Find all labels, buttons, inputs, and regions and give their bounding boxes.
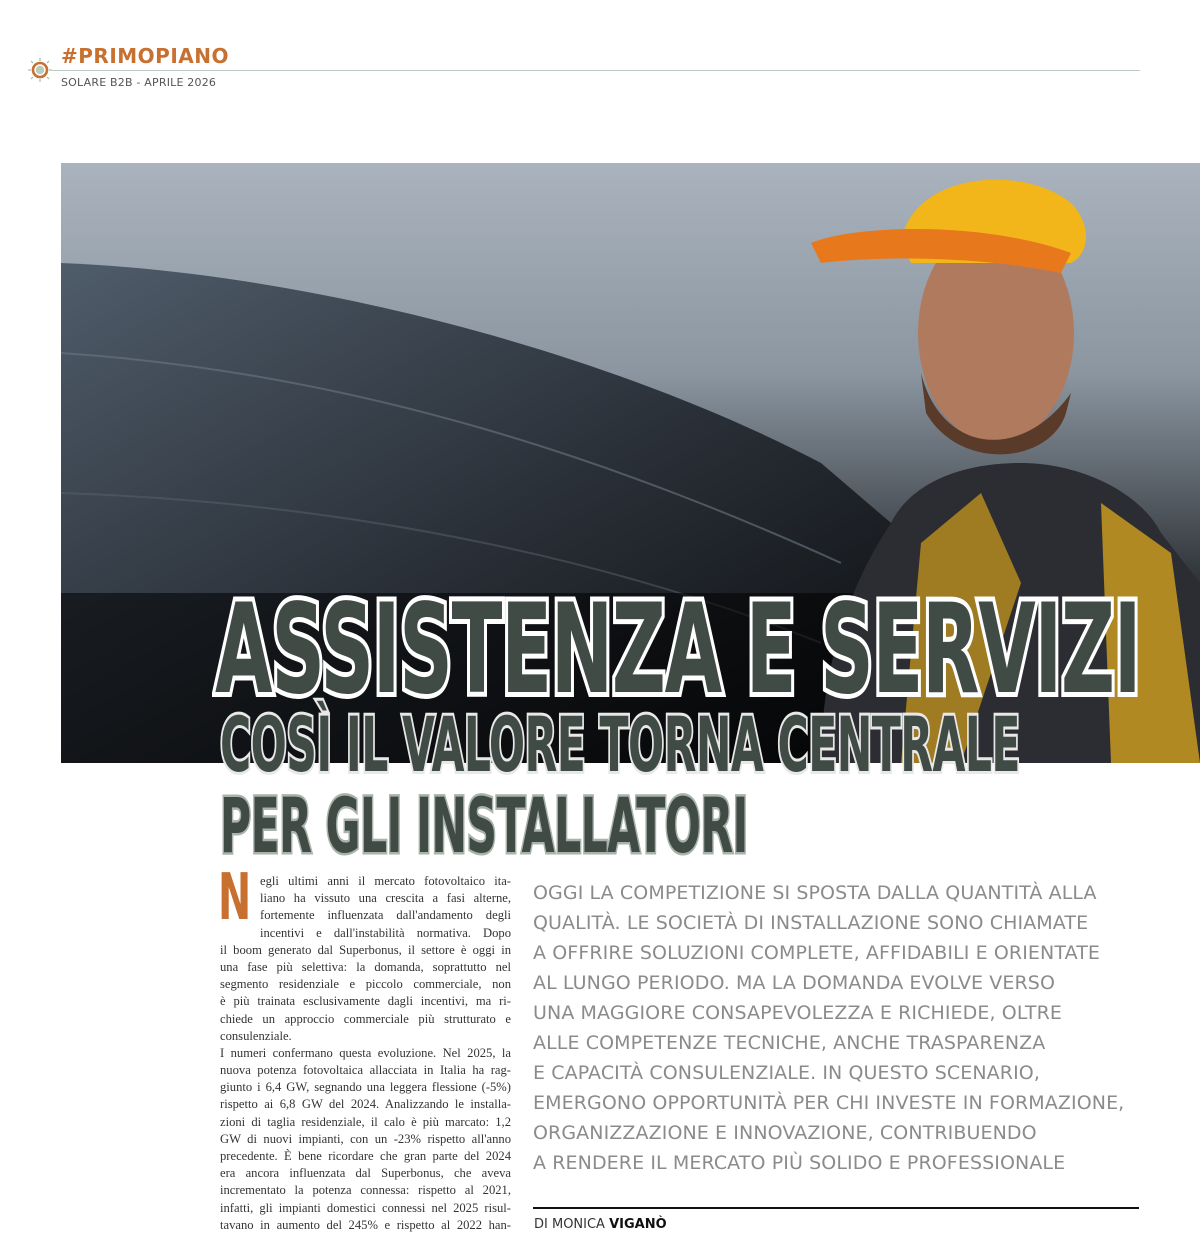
body-line: chiede un approccio commerciale più strutturato e bbox=[220, 1011, 511, 1026]
body-line: GW di nuovi impianti, con un -23% rispetto all'anno bbox=[220, 1131, 511, 1146]
body-line: incentivi e dall'instabilità normativa. Dopo bbox=[260, 925, 511, 940]
body-line: infatti, gli impianti domestici connessi nel 2025 risul- bbox=[220, 1200, 511, 1215]
body-line: è più trainata esclusivamente dagli incentivi, ma ri- bbox=[220, 994, 511, 1009]
header-rule bbox=[52, 70, 1140, 71]
body-line: liano ha vissuto una crescita a fasi alterne, bbox=[260, 891, 511, 906]
body-line: I numeri confermano questa evoluzione. Nel 2025, la bbox=[220, 1045, 511, 1060]
body-line: tavano in aumento del 245% e rispetto al 2022 han- bbox=[220, 1217, 511, 1232]
article-lead bbox=[533, 878, 1163, 1178]
lead-line: A RENDERE IL MERCATO PIÙ SOLIDO E PROFESSIONALE bbox=[533, 1152, 1066, 1174]
article-body bbox=[220, 873, 511, 1234]
byline bbox=[534, 1217, 667, 1232]
body-line: una fase più selettiva: la domanda, soprattutto nel bbox=[220, 959, 511, 974]
lead-line: A OFFRIRE SOLUZIONI COMPLETE, AFFIDABILI E ORIENTATE bbox=[533, 942, 1101, 964]
headline: ASSISTENZA E SERVIZI bbox=[215, 578, 1141, 722]
subheadline-line-1: COSÌ IL VALORE TORNA CENTRALE bbox=[220, 700, 1020, 789]
sun-logo-icon bbox=[28, 58, 52, 82]
lead-line: ALLE COMPETENZE TECNICHE, ANCHE TRASPARENZA bbox=[533, 1032, 1046, 1054]
body-line: era ancora influenzata dal Superbonus, che aveva bbox=[220, 1166, 511, 1181]
lead-line: OGGI LA COMPETIZIONE SI SPOSTA DALLA QUANTITÀ ALLA bbox=[533, 882, 1097, 904]
lead-line: AL LUNGO PERIODO. MA LA DOMANDA EVOLVE VERSO bbox=[533, 972, 1056, 994]
body-line: fortemente influenzata dall'andamento degli bbox=[260, 908, 511, 923]
lead-line: E CAPACITÀ CONSULENZIALE. IN QUESTO SCENARIO, bbox=[533, 1062, 1040, 1084]
lead-line: UNA MAGGIORE CONSAPEVOLEZZA E RICHIEDE, OLTRE bbox=[533, 1002, 1063, 1024]
issue-label: SOLARE B2B - APRILE 2026 bbox=[61, 76, 217, 89]
body-line: consulenziale. bbox=[220, 1028, 292, 1043]
body-line: nuova potenza fotovoltaica allacciata in Italia ha rag- bbox=[220, 1063, 511, 1078]
body-line: rispetto ai 6,8 GW del 2024. Analizzando le installa- bbox=[220, 1097, 511, 1112]
body-line: precedente. È bene ricordare che gran parte del 2024 bbox=[220, 1149, 511, 1163]
drop-cap: N bbox=[218, 861, 252, 935]
byline-rule bbox=[533, 1207, 1139, 1209]
lead-line: ORGANIZZAZIONE E INNOVAZIONE, CONTRIBUENDO bbox=[533, 1122, 1037, 1144]
body-line: segmento residenziale e piccolo commerciale, non bbox=[220, 977, 511, 992]
lead-line: EMERGONO OPPORTUNITÀ PER CHI INVESTE IN FORMAZIONE, bbox=[533, 1092, 1125, 1114]
body-line: giunto i 6,4 GW, segnando una leggera flessione (-5%) bbox=[220, 1080, 511, 1095]
lead-line: QUALITÀ. LE SOCIETÀ DI INSTALLAZIONE SONO CHIAMATE bbox=[533, 912, 1089, 934]
subheadline-line-2: PER GLI INSTALLATORI bbox=[220, 781, 748, 870]
byline-author: VIGANÒ bbox=[609, 1217, 667, 1232]
section-kicker: #PRIMOPIANO bbox=[61, 44, 229, 68]
body-line: zioni di taglia residenziale, il calo è più marcato: 1,2 bbox=[220, 1114, 511, 1129]
body-line: incrementato la potenza connessa: rispetto al 2021, bbox=[220, 1183, 511, 1198]
byline-prefix: DI MONICA bbox=[534, 1217, 605, 1232]
body-line: egli ultimi anni il mercato fotovoltaico ita- bbox=[260, 874, 511, 888]
body-line: il boom generato dal Superbonus, il settore è oggi in bbox=[220, 942, 511, 957]
